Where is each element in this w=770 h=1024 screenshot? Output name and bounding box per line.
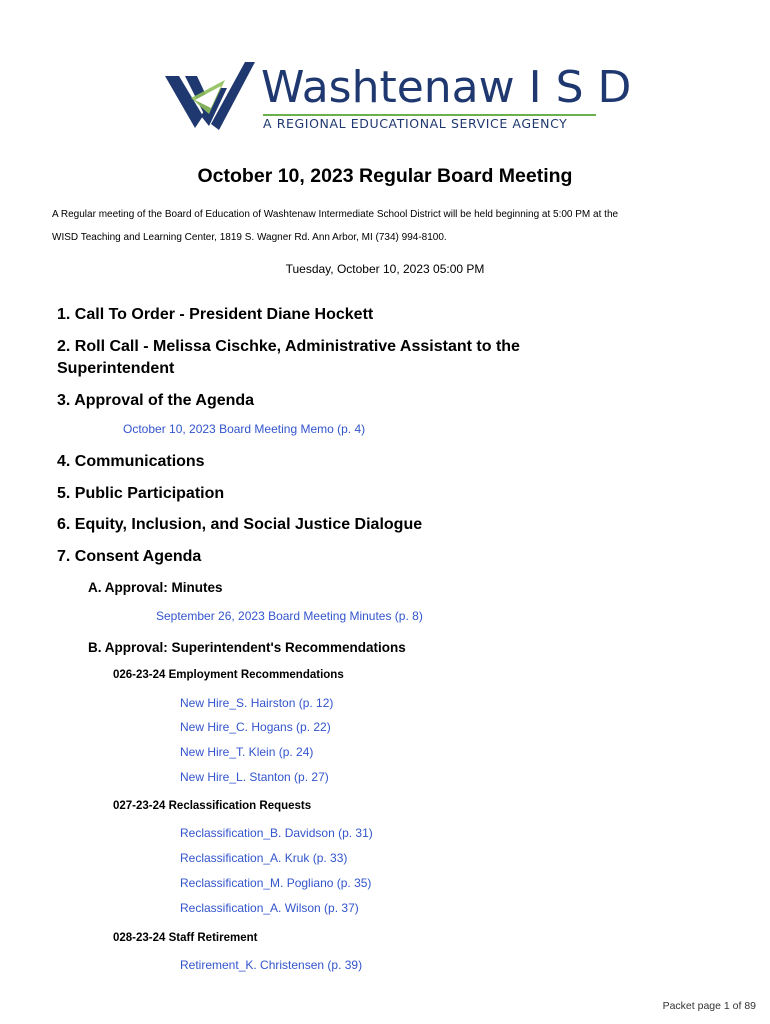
new-hire-link[interactable]: New Hire_C. Hogans (p. 22) (180, 720, 331, 734)
recommendation-reclassification: 027-23-24 Reclassification Requests (113, 800, 312, 812)
agenda-item-call-to-order: 1. Call To Order - President Diane Hockett (57, 306, 374, 323)
meeting-title: October 10, 2023 Regular Board Meeting (197, 165, 573, 187)
agenda-item-equity-dialogue: 6. Equity, Inclusion, and Social Justice Dialogue (57, 516, 423, 533)
new-hire-link[interactable]: New Hire_T. Klein (p. 24) (180, 745, 314, 759)
meeting-intro-line-2: WISD Teaching and Learning Center, 1819 S. Wagner Rd. Ann Arbor, MI (734) 994-8100. (52, 232, 447, 243)
retirement-link[interactable]: Retirement_K. Christensen (p. 39) (180, 958, 363, 972)
org-tagline: A REGIONAL EDUCATIONAL SERVICE AGENCY (263, 116, 568, 131)
board-meeting-minutes-link[interactable]: September 26, 2023 Board Meeting Minutes (p. 8) (156, 609, 423, 623)
board-meeting-memo-link[interactable]: October 10, 2023 Board Meeting Memo (p. 4) (123, 422, 366, 436)
agenda-item-roll-call: 2. Roll Call - Melissa Cischke, Administrative Assistant to the (57, 338, 520, 355)
agenda-item-public-participation: 5. Public Participation (57, 485, 225, 502)
washtenaw-isd-logo (165, 58, 632, 131)
agenda-item-consent-agenda: 7. Consent Agenda (57, 548, 202, 565)
reclassification-link[interactable]: Reclassification_M. Pogliano (p. 35) (180, 876, 372, 890)
new-hire-link[interactable]: New Hire_S. Hairston (p. 12) (180, 696, 334, 710)
reclassification-link[interactable]: Reclassification_A. Kruk (p. 33) (180, 851, 348, 865)
sub-item-approval-minutes: A. Approval: Minutes (88, 580, 223, 595)
recommendation-employment: 026-23-24 Employment Recommendations (113, 669, 344, 681)
meeting-datetime: Tuesday, October 10, 2023 05:00 PM (285, 262, 485, 276)
agenda-item-approval-agenda: 3. Approval of the Agenda (57, 392, 255, 409)
recommendation-staff-retirement: 028-23-24 Staff Retirement (113, 932, 258, 944)
w-logo-icon (165, 58, 260, 130)
new-hire-link[interactable]: New Hire_L. Stanton (p. 27) (180, 770, 329, 784)
reclassification-link[interactable]: Reclassification_B. Davidson (p. 31) (180, 826, 373, 840)
meeting-intro-line-1: A Regular meeting of the Board of Education of Washtenaw Intermediate School District will be held beginning at 5:00 PM at the (52, 209, 619, 220)
org-name: Washtenaw I S D (261, 62, 632, 113)
packet-page-number: Packet page 1 of 89 (662, 1000, 756, 1012)
agenda-item-communications: 4. Communications (57, 453, 205, 470)
reclassification-link[interactable]: Reclassification_A. Wilson (p. 37) (180, 901, 359, 915)
agenda-item-roll-call-cont: Superintendent (57, 360, 175, 377)
sub-item-superintendent-recommendations: B. Approval: Superintendent's Recommendations (88, 640, 406, 655)
